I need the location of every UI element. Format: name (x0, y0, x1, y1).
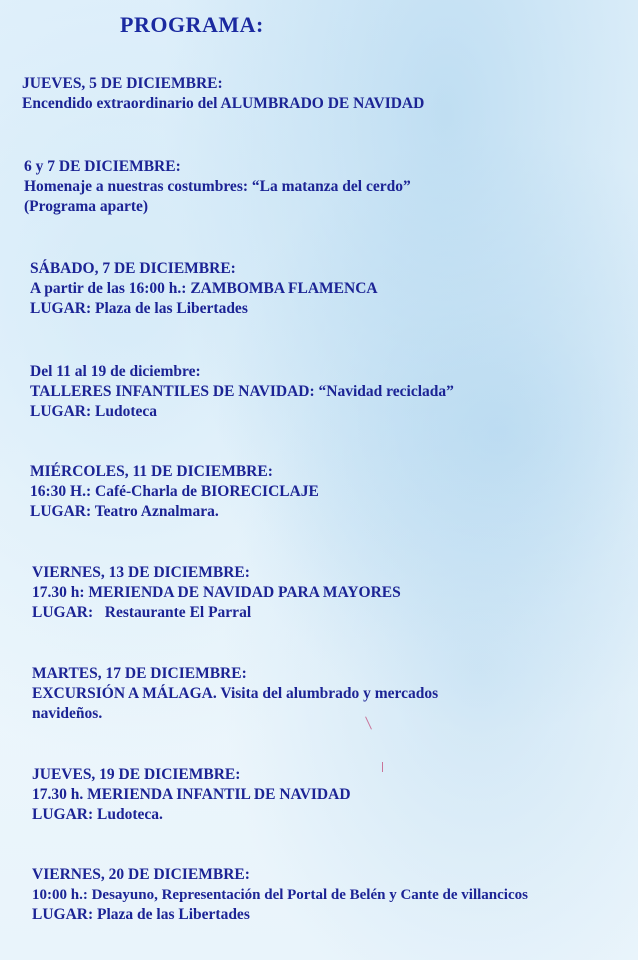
event-date: JUEVES, 5 DE DICIEMBRE: (22, 75, 223, 92)
event-location: LUGAR: Ludoteca (30, 403, 158, 420)
event-description: 16:30 H.: Café-Charla de BIORECICLAJE (30, 483, 319, 500)
event-location: LUGAR: Plaza de las Libertades (32, 906, 250, 923)
event-description: 17.30 h: MERIENDA DE NAVIDAD PARA MAYORES (32, 584, 401, 601)
event-viernes-20 (32, 865, 528, 925)
event-date: MARTES, 17 DE DICIEMBRE: (32, 665, 247, 682)
event-location: LUGAR: Teatro Aznalmara. (30, 503, 219, 520)
event-11-al-19 (30, 362, 454, 422)
event-location: LUGAR: Plaza de las Libertades (30, 300, 248, 317)
event-date: 6 y 7 DE DICIEMBRE: (24, 158, 181, 175)
event-date: JUEVES, 19 DE DICIEMBRE: (32, 766, 241, 783)
event-date: VIERNES, 13 DE DICIEMBRE: (32, 564, 250, 581)
event-miercoles-11 (30, 462, 319, 522)
pen-mark (382, 762, 383, 772)
event-location: LUGAR: Restaurante El Parral (32, 604, 252, 621)
event-description: A partir de las 16:00 h.: ZAMBOMBA FLAMENCA (30, 280, 378, 297)
event-date: Del 11 al 19 de diciembre: (30, 363, 201, 380)
event-description: TALLERES INFANTILES DE NAVIDAD: “Navidad reciclada” (30, 383, 454, 400)
event-description: Encendido extraordinario del ALUMBRADO DE NAVIDAD (22, 95, 425, 112)
event-viernes-13 (32, 563, 401, 623)
event-note: (Programa aparte) (24, 198, 149, 215)
event-description: EXCURSIÓN A MÁLAGA. Visita del alumbrado y mercados (32, 685, 439, 702)
event-description: Homenaje a nuestras costumbres: “La matanza del cerdo” (24, 178, 411, 195)
event-date: VIERNES, 20 DE DICIEMBRE: (32, 866, 250, 883)
event-description: 10:00 h.: Desayuno, Representación del Portal de Belén y Cante de villancicos (32, 887, 528, 903)
event-jueves-19 (32, 765, 351, 825)
page-title: PROGRAMA: (120, 12, 264, 37)
event-description-cont: navideños. (32, 705, 103, 722)
event-location: LUGAR: Ludoteca. (32, 806, 163, 823)
event-date: MIÉRCOLES, 11 DE DICIEMBRE: (30, 463, 273, 480)
event-jueves-5 (22, 74, 424, 114)
event-date: SÁBADO, 7 DE DICIEMBRE: (30, 260, 236, 277)
event-description: 17.30 h. MERIENDA INFANTIL DE NAVIDAD (32, 786, 351, 803)
event-6-7-diciembre (24, 157, 411, 217)
event-martes-17 (32, 664, 438, 724)
event-sabado-7 (30, 259, 378, 319)
